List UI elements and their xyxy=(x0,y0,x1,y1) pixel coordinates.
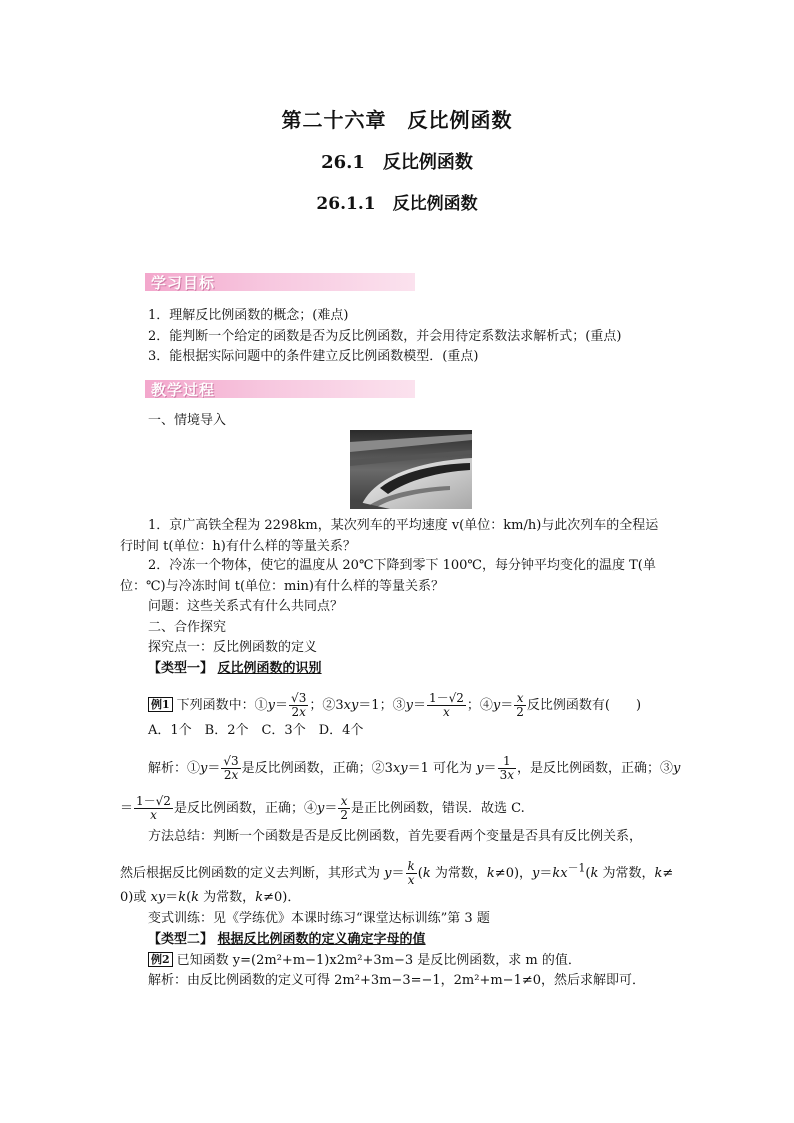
common-question: 问题：这些关系式有什么共同点？ xyxy=(148,599,344,614)
intro-question-2-cont: 位：℃)与冷冻时间 t(单位：min)有什么样的等量关系？ xyxy=(120,579,444,594)
example-badge: 例1 xyxy=(148,697,173,712)
goal-item: 1．理解反比例函数的概念；(难点) xyxy=(148,308,349,323)
example-1: 例1 下列函数中：①y＝ $\frac{√3}{2x}$ ；②3xy＝1；③y＝ $\frac{1-√2}{x}$ ；④y＝ $\frac{x}{2}$ 反比例函数有( ) xyxy=(148,692,641,719)
example-2: 例2 已知函数 y=(2m²+m−1)x2m²+3m−3 是反比例函数，求 m 的值． xyxy=(148,952,581,969)
chapter-title: 第二十六章 反比例函数 xyxy=(281,108,513,132)
example-2-solution: 解析：由反比例函数的定义可得 2m²+3m−3=−1，2m²+m−1≠0，然后求解即可． xyxy=(148,973,646,988)
type-2-heading: 【类型二】 根据反比例函数的定义确定字母的值 xyxy=(148,932,426,947)
example-1-options: A．1个 B．2个 C．3个 D．4个 xyxy=(148,723,364,738)
subsection-title: 26.1.1 反比例函数 xyxy=(316,194,478,214)
process-banner: 教学过程 xyxy=(145,380,415,398)
train-photo xyxy=(350,430,472,509)
intro-heading: 一、情境导入 xyxy=(148,413,227,428)
intro-question-1-cont: 行时间 t(单位：h)有什么样的等量关系？ xyxy=(120,539,356,554)
goal-item: 2．能判断一个给定的函数是否为反比例函数，并会用待定系数法求解析式；(重点) xyxy=(148,329,622,344)
goal-item: 3．能根据实际问题中的条件建立反比例函数模型．(重点) xyxy=(148,349,479,364)
example-1-solution: 解析：①y＝ $\frac{√3}{2x}$ 是反比例函数，正确；②3xy＝1 可化为 y＝ $\frac{1}{3x}$ ，是反比例函数，正确；③y xyxy=(148,754,681,782)
explore-heading: 二、合作探究 xyxy=(148,620,227,635)
type-1-heading: 【类型一】 反比例函数的识别 xyxy=(148,661,322,676)
goals-banner: 学习目标 xyxy=(145,273,415,291)
method-summary-end: 0)或 xy＝k(k 为常数，k≠0)． xyxy=(120,890,301,905)
intro-question-2: 2．冷冻一个物体，使它的温度从 20℃下降到零下 100℃，每分钟平均变化的温度 T(单 xyxy=(148,558,656,573)
example-1-solution-cont: ＝ $\frac{1-√2}{x}$ 是反比例函数，正确；④y＝ $\frac{x}{2}$ 是正比例函数，错误．故选 C. xyxy=(120,794,525,822)
method-summary-cont: 然后根据反比例函数的定义去判断，其形式为 y＝ $\frac{k}{x}$ (k 为常数，k≠0)，$y=kx^{-1}(k$ 为常数，k≠ xyxy=(120,859,674,887)
variant-training: 变式训练：见《学练优》本课时练习“课堂达标训练”第 3 题 xyxy=(148,911,490,926)
method-summary: 方法总结：判断一个函数是否是反比例函数，首先要看两个变量是否具有反比例关系， xyxy=(148,829,643,844)
section-title: 26.1 反比例函数 xyxy=(321,152,473,173)
intro-question-1: 1．京广高铁全程为 2298km，某次列车的平均速度 v(单位：km/h)与此次列车的全程运 xyxy=(148,518,659,533)
explore-point-1: 探究点一：反比例函数的定义 xyxy=(148,640,318,655)
example-badge: 例2 xyxy=(148,952,173,967)
